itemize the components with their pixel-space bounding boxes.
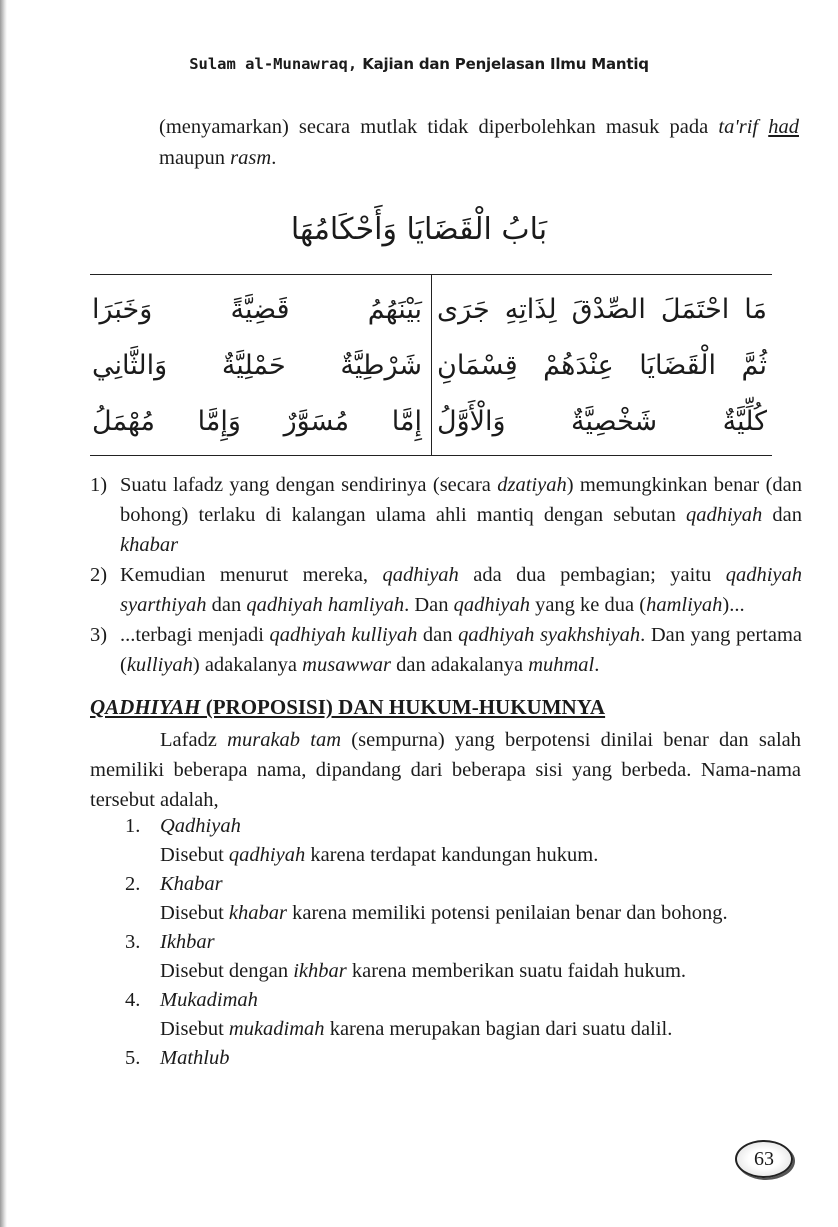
italic-term: dzatiyah bbox=[497, 474, 567, 496]
italic-term: qadhiyah syarthiyah bbox=[120, 564, 802, 616]
text-run: yang ke dua ( bbox=[529, 594, 647, 616]
italic-term: qadhiyah hamliyah bbox=[246, 594, 405, 616]
list-item bbox=[125, 928, 801, 986]
verse-first-hemistich: مَا احْتَمَلَ الصِّدْقَ لِذَاتِهِ جَرَى bbox=[437, 294, 767, 325]
book-subtitle: Kajian dan Penjelasan Ilmu Mantiq bbox=[357, 55, 649, 73]
list-item bbox=[125, 812, 801, 870]
text-run: dan bbox=[417, 624, 459, 646]
italic-term: ikhbar bbox=[293, 960, 347, 982]
text-run: maupun bbox=[159, 147, 231, 169]
text-run: ) memungkinkan benar (dan bohong) terlaku di kalangan ulama ahli mantiq dengan sebutan bbox=[120, 474, 803, 526]
text-run: ada dua pembagian; yaitu bbox=[458, 564, 726, 586]
chapter-title-arabic: بَابُ الْقَضَايَا وَأَحْكَامُهَا bbox=[290, 212, 548, 247]
item-term: Mathlub bbox=[160, 1047, 230, 1069]
names-list bbox=[125, 812, 801, 1073]
text-run: karena memiliki potensi penilaian benar dan bohong. bbox=[286, 902, 728, 924]
item-number: 1. bbox=[125, 815, 141, 837]
verse-translation-list bbox=[90, 470, 802, 680]
item-number: 3) bbox=[90, 624, 108, 646]
page-number-badge: 63 bbox=[735, 1140, 793, 1178]
text-run: Disebut dengan bbox=[160, 960, 294, 982]
text-run: Disebut bbox=[160, 902, 229, 924]
page-edge bbox=[0, 0, 7, 1227]
italic-underlined-term: had bbox=[768, 116, 799, 138]
intro-paragraph bbox=[159, 112, 799, 174]
italic-term: rasm bbox=[230, 147, 272, 169]
list-item bbox=[125, 986, 801, 1044]
item-number: 3. bbox=[125, 931, 141, 953]
item-number: 2. bbox=[125, 873, 141, 895]
text-run: dan bbox=[762, 504, 802, 526]
item-term: Mukadimah bbox=[160, 989, 258, 1011]
item-description bbox=[160, 1015, 801, 1044]
text-run: dan adakalanya bbox=[391, 654, 529, 676]
heading-text: (PROPOSISI) DAN HUKUM-HUKUMNYA bbox=[200, 695, 606, 719]
verse-row bbox=[92, 284, 770, 336]
text-run: karena memberikan suatu faidah hukum. bbox=[346, 960, 687, 982]
list-item bbox=[125, 870, 801, 928]
italic-term: ta'rif bbox=[718, 116, 769, 138]
text-run: ) adakalanya bbox=[192, 654, 303, 676]
section-paragraph bbox=[90, 725, 801, 815]
text-run: . Dan yang pertama ( bbox=[120, 624, 802, 676]
list-item bbox=[90, 560, 802, 620]
italic-term: murakab tam bbox=[227, 729, 342, 751]
italic-term: muhmal bbox=[528, 654, 595, 676]
verse-first-hemistich: ثُمَّ الْقَضَايَا عِنْدَهُمْ قِسْمَانِ bbox=[437, 350, 767, 381]
item-term: Ikhbar bbox=[160, 931, 215, 953]
italic-term: qadhiyah bbox=[685, 504, 763, 526]
italic-term: qadhiyah bbox=[382, 564, 459, 586]
text-run: karena merupakan bagian dari suatu dalil. bbox=[324, 1018, 673, 1040]
item-description bbox=[160, 899, 801, 928]
item-description bbox=[160, 957, 801, 986]
text-run: . Dan bbox=[404, 594, 454, 616]
list-item bbox=[90, 470, 802, 560]
italic-term: musawwar bbox=[302, 654, 392, 676]
text-run: Kemudian menurut mereka, bbox=[120, 564, 383, 586]
item-number: 4. bbox=[125, 989, 141, 1011]
verse-first-hemistich: كُلِّيَّةٌ شَخْصِيَّةٌ وَالْأَوَّلُ bbox=[437, 406, 767, 437]
italic-term: mukadimah bbox=[228, 1018, 325, 1040]
text-run: Disebut bbox=[160, 844, 229, 866]
italic-term: qadhiyah bbox=[228, 844, 306, 866]
text-run: dan bbox=[206, 594, 247, 616]
item-number: 1) bbox=[90, 474, 108, 496]
item-term: Qadhiyah bbox=[160, 815, 241, 837]
text-run: Disebut bbox=[160, 1018, 229, 1040]
italic-term: kulliyah bbox=[126, 654, 193, 676]
text-run: . bbox=[594, 654, 600, 676]
section-heading bbox=[90, 695, 605, 720]
verse-bottom-rule bbox=[90, 455, 772, 456]
item-term: Khabar bbox=[160, 873, 223, 895]
text-run: Lafadz bbox=[160, 729, 228, 751]
text-run: Suatu lafadz yang dengan sendirinya (secara bbox=[120, 474, 498, 496]
heading-italic-term: QADHIYAH bbox=[90, 695, 201, 719]
verse-row bbox=[92, 396, 770, 448]
text-run: (menyamarkan) secara mutlak tidak diperbolehkan masuk pada bbox=[159, 116, 719, 138]
verse-second-hemistich: بَيْنَهُمُ قَضِيَّةً وَخَبَرَا bbox=[92, 294, 422, 325]
text-run: karena terdapat kandungan hukum. bbox=[305, 844, 599, 866]
text-run: . bbox=[271, 147, 277, 169]
verse-second-hemistich: إِمَّا مُسَوَّرٌ وَإِمَّا مُهْمَلُ bbox=[92, 406, 422, 437]
text-run: ...terbagi menjadi bbox=[120, 624, 270, 646]
list-item bbox=[90, 620, 802, 680]
running-head bbox=[0, 54, 838, 74]
verse-row bbox=[92, 340, 770, 392]
book-title: Sulam al-Munawraq, bbox=[189, 55, 358, 73]
italic-term: qadhiyah bbox=[453, 594, 530, 616]
text-run: )... bbox=[722, 594, 745, 616]
verse-second-hemistich: شَرْطِيَّةٌ حَمْلِيَّةٌ وَالثَّانِي bbox=[92, 350, 422, 381]
italic-term: qadhiyah kulliyah bbox=[269, 624, 418, 646]
item-number: 5. bbox=[125, 1047, 141, 1069]
text-run: (sempurna) yang berpotensi dinilai benar dan salah memiliki beberapa nama, dipandang dari beberapa sisi yang berbeda. Nama-nama tersebut adalah, bbox=[90, 729, 802, 811]
italic-term: qadhiyah syakhshiyah bbox=[458, 624, 641, 646]
italic-term: hamliyah bbox=[646, 594, 723, 616]
italic-term: khabar bbox=[228, 902, 287, 924]
list-item bbox=[125, 1044, 801, 1073]
item-description bbox=[160, 841, 801, 870]
italic-term: khabar bbox=[120, 534, 179, 556]
item-number: 2) bbox=[90, 564, 108, 586]
